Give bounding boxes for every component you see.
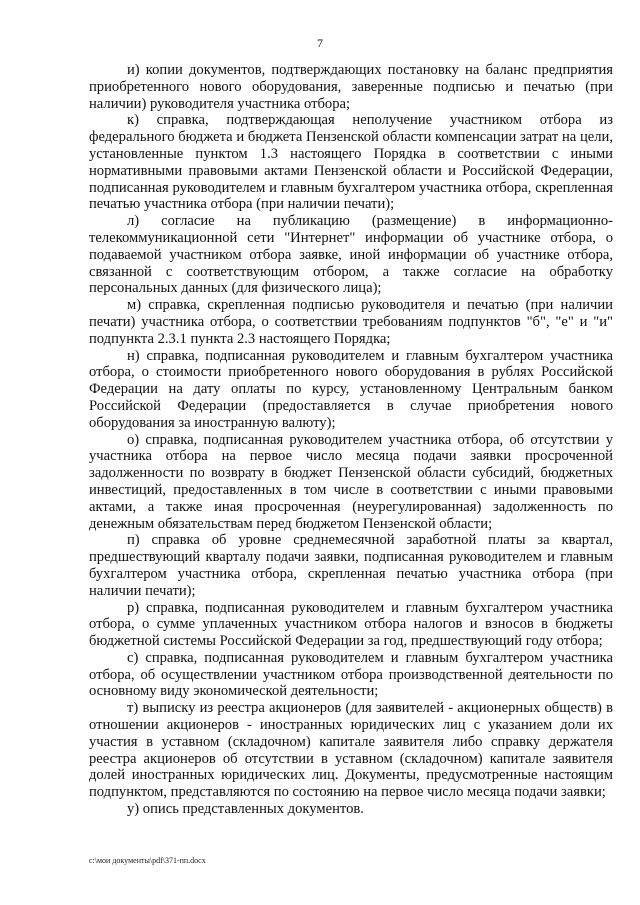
paragraph-r: р) справка, подписанная руководителем и главным бухгалтером участника отбора, о сумме уплаченных участником отбора налогов и взносов в бюджеты бюджетной системы Российской Федерации за год, предшествующий году отбора; [89,599,613,650]
paragraph-l: л) согласие на публикацию (размещение) в информационно-телекоммуникационной сети "Интернет" информации об участнике отбора, о подаваемой участником отбора заявке, иной информации об участнике отбора, связанной с соответствующим отбором, а также согласие на обработку персональных данных (для физического лица); [89,213,613,297]
footer-file-path: c:\мои документы\pdf\371-пп.docx [89,856,206,865]
paragraph-m: м) справка, скрепленная подписью руководителя и печатью (при наличии печати) участника отбора, о соответствии требованиям подпунктов "б", "е" и "и" подпункта 2.3.1 пункта 2.3 настоящего Порядка; [89,297,613,347]
paragraph-p: п) справка об уровне среднемесячной заработной платы за квартал, предшествующий кварталу подачи заявки, подписанная руководителем и главным бухгалтером участника отбора, скрепленная печатью участника отбора (при наличии печати); [89,532,613,599]
page-number: 7 [317,36,323,50]
paragraph-o: о) справка, подписанная руководителем участника отбора, об отсутствии у участника отбора на первое число месяца подачи заявки просроченной задолженности по возврату в бюджет Пензенской области субсидий, бюджетных инвестиций, предоставленных в том числе в соответствии с иными правовыми актами, а также иная просроченная (неурегулированная) задолженность по денежным обязательствам перед бюджетом Пензенской области; [89,431,613,532]
paragraph-s: с) справка, подписанная руководителем и главным бухгалтером участника отбора, об осуществлении участником отбора производственной деятельности по основному виду экономической деятельности; [89,649,613,700]
document-body [89,62,613,818]
paragraph-k: к) справка, подтверждающая неполучение участником отбора из федерального бюджета и бюджета Пензенской области компенсации затрат на цели, установленные пунктом 1.3 настоящего Порядка в соответствии с иными нормативными правовыми актами Пензенской области и Российской Федерации, подписанная руководителем и главным бухгалтером участника отбора, скрепленная печатью участника отбора (при наличии печати); [89,112,613,213]
paragraph-u: у) опись представленных документов. [127,801,364,818]
paragraph-t: т) выписку из реестра акционеров (для заявителей - акционерных обществ) в отношении акционеров - иностранных юридических лиц с указанием доли их участия в уставном (складочном) капитале заявителя либо справку держателя реестра акционеров об отсутствии в уставном (складочном) капитале заявителя долей иностранных юридических лиц. Документы, предусмотренные настоящим подпунктом, представляются по состоянию на первое число месяца подачи заявки; [89,700,613,801]
paragraph-n: н) справка, подписанная руководителем и главным бухгалтером участника отбора, о стоимости приобретенного нового оборудования в рублях Российской Федерации на дату оплаты по курсу, установленному Центральным банком Российской Федерации (предоставляется в случае приобретения нового оборудования за иностранную валюту); [89,347,613,431]
paragraph-i: и) копии документов, подтверждающих постановку на баланс предприятия приобретенного нового оборудования, заверенные подписью и печатью (при наличии) руководителя участника отбора; [89,62,613,112]
